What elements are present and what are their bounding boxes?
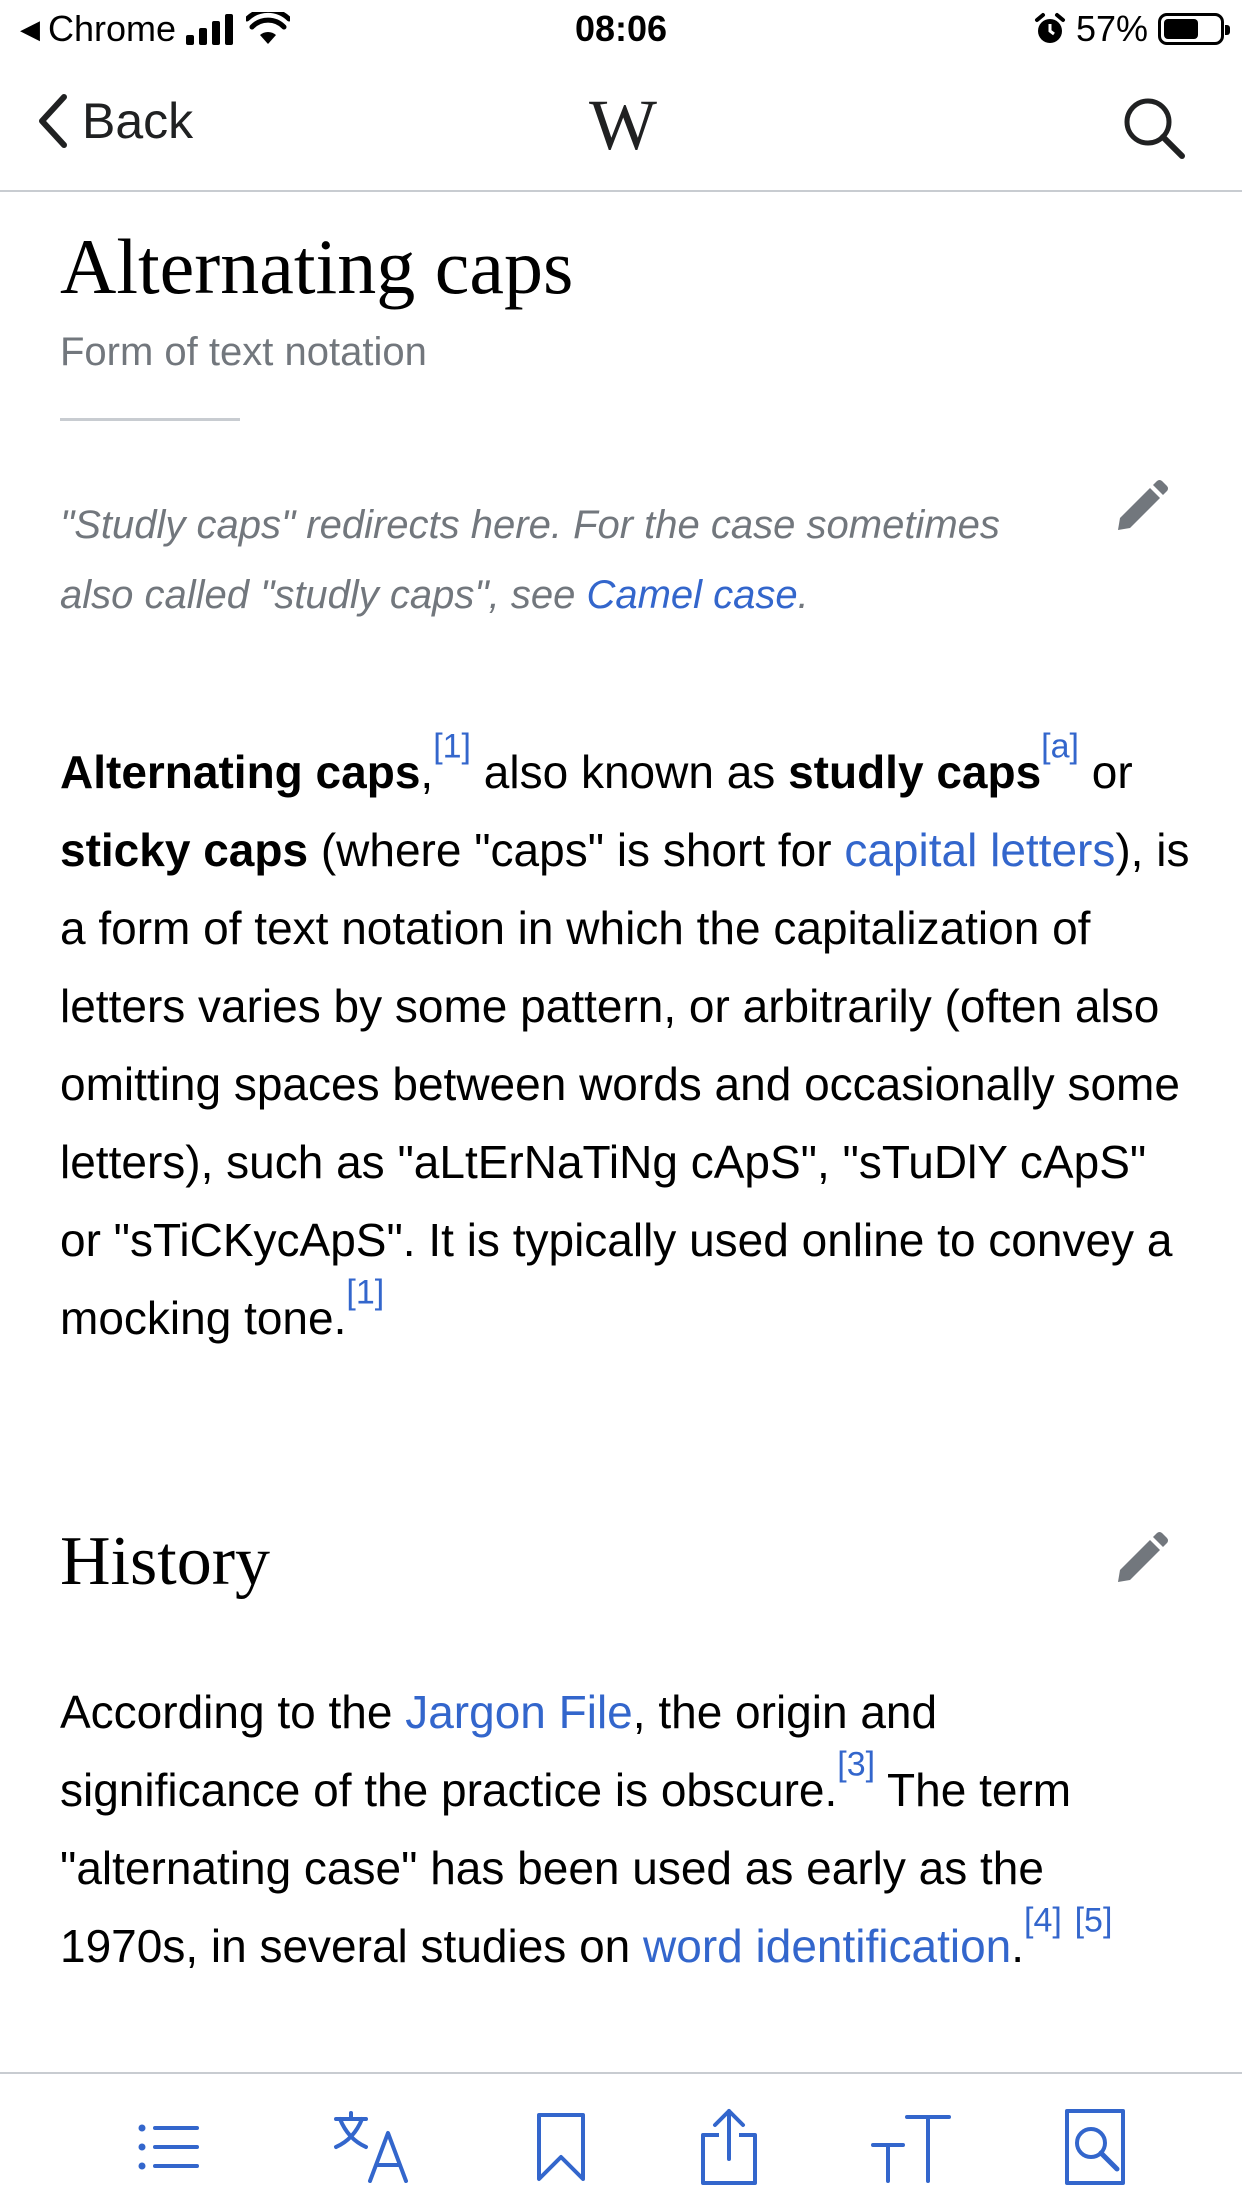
title-divider [60, 418, 240, 421]
status-bar [0, 0, 1242, 62]
text-run: (where "caps" is short for [308, 824, 845, 876]
text-run: also known as [471, 746, 789, 798]
back-label: Back [82, 93, 194, 149]
translate-icon [332, 2111, 418, 2183]
citation-link[interactable]: [1] [346, 1273, 385, 1312]
citation-link[interactable]: [5] [1074, 1901, 1113, 1940]
text-run: . [1011, 1920, 1025, 1972]
nav-bar [0, 62, 1242, 192]
battery-percent: 57% [1075, 8, 1148, 49]
text-run: According to the [60, 1686, 406, 1738]
bookmark-icon [535, 2111, 587, 2183]
edit-history-button[interactable] [1110, 1530, 1170, 1595]
share-button[interactable] [684, 2102, 774, 2192]
edit-lead-button[interactable] [1110, 478, 1170, 543]
hatnote-end: . [797, 573, 809, 617]
bold-term: studly caps [788, 746, 1042, 798]
languages-button[interactable] [330, 2102, 420, 2192]
jargon-file-link[interactable]: Jargon File [405, 1686, 633, 1738]
share-icon [699, 2107, 759, 2187]
history-paragraph [60, 1673, 1180, 1985]
back-to-app-icon[interactable]: ◀ [20, 13, 40, 44]
text-size-icon [871, 2111, 951, 2183]
find-in-page-icon [1063, 2107, 1127, 2187]
pencil-icon [1110, 1530, 1170, 1590]
text-run: The term "alternating case" has been used as early as the 1970s, in several studies on [60, 1764, 1072, 1972]
text-run: , the origin and significance of the practice is obscure. [60, 1686, 938, 1816]
text-run: or [1078, 746, 1133, 798]
intro-paragraph: Alternating caps,[1] also known as studly caps[a] or sticky caps (where "caps" is short for capital letters), is a form of text notation in which the capitalization of letters varies by some pattern, or arbitrarily (often also omitting spaces between words and occasionally some letters), such as "aLtErNaTiNg cApS", "sTuDlY cApS" or "sTiCKycApS". It is typically used online to convey a mocking tone.[1] [60, 727, 1190, 1344]
word-identification-link[interactable]: word identification [643, 1920, 1012, 1972]
page-subtitle: Form of text notation [60, 330, 427, 374]
page-title: Alternating caps [60, 223, 574, 310]
save-article-button[interactable] [516, 2102, 606, 2192]
alarm-icon [1034, 12, 1066, 46]
text-run: ), is a form of text notation in which the capitalization of letters varies by some pattern, or arbitrarily (often also omitting spaces between words and occasionally some letters), such as "aLtErNaTiNg cApS", "sTuDlY cApS" or "sTiCKycApS". It is typically used online to convey a mocking tone. [60, 824, 1190, 1344]
citation-link[interactable]: [4] [1024, 1901, 1062, 1940]
search-button[interactable] [1122, 96, 1186, 165]
capital-letters-link[interactable]: capital letters [844, 824, 1116, 876]
wikipedia-logo[interactable]: W [589, 85, 653, 165]
citation-link[interactable]: [1] [433, 727, 472, 766]
status-right [1034, 8, 1224, 50]
back-app-label[interactable]: Chrome [48, 8, 177, 49]
text-size-button[interactable] [866, 2102, 956, 2192]
pencil-icon [1110, 478, 1170, 538]
hatnote [60, 490, 1020, 630]
status-time: 08:06 [574, 8, 668, 49]
citation-link[interactable]: [3] [837, 1745, 876, 1784]
find-in-page-button[interactable] [1050, 2102, 1140, 2192]
battery-icon [1158, 13, 1224, 45]
bold-term: sticky caps [60, 824, 309, 876]
section-heading-history: History [60, 1523, 270, 1600]
search-icon [1122, 96, 1186, 160]
bold-term: Alternating caps [60, 746, 421, 798]
camel-case-link[interactable]: Camel case [586, 573, 798, 617]
list-icon [137, 2122, 201, 2172]
table-of-contents-button[interactable] [124, 2102, 214, 2192]
bottom-toolbar [0, 2072, 1242, 2208]
citation-link[interactable]: [a] [1041, 727, 1079, 766]
hatnote-text: "Studly caps" redirects here. For the case sometimes also called "studly caps", see [60, 503, 1000, 617]
